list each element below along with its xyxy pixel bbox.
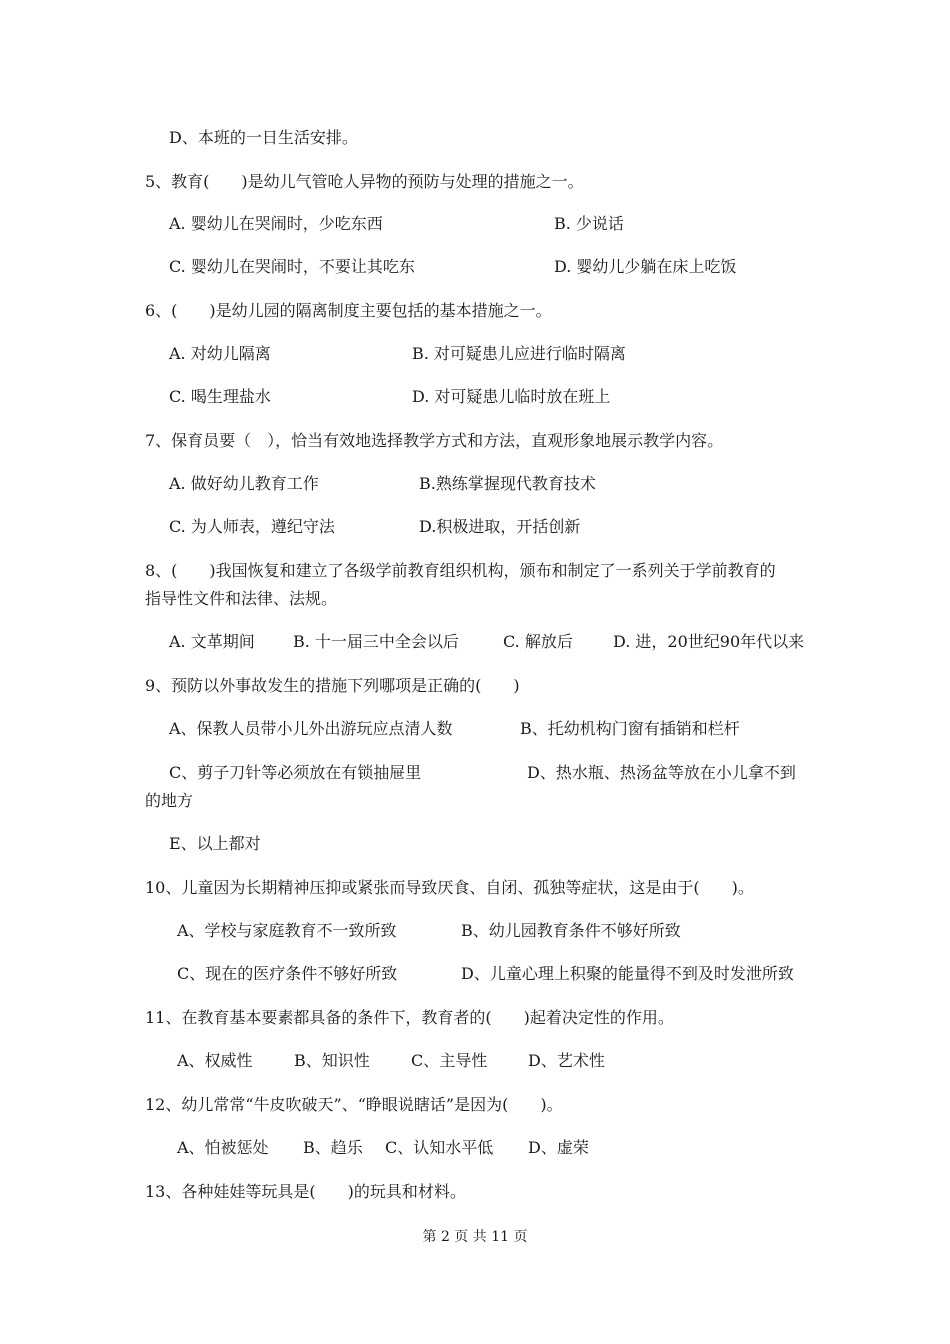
q8-stem-line2: 指导性文件和法律、法规。 [145,589,338,608]
q7-option-d: D.积极进取，开括创新 [419,517,581,536]
q9-stem: 9、预防以外事故发生的措施下列哪项是正确的( ) [145,676,520,695]
q5-option-c: C. 婴幼儿在哭闹时，不要让其吃东 [169,257,415,276]
q9-option-b: B、托幼机构门窗有插销和栏杆 [520,719,740,738]
q9-option-d-line2: 的地方 [145,791,194,810]
q6-option-b: B. 对可疑患儿应进行临时隔离 [412,344,626,363]
q11-option-c: C、主导性 [411,1051,488,1070]
q5-option-a: A. 婴幼儿在哭闹时，少吃东西 [169,214,383,233]
q10-option-b: B、幼儿园教育条件不够好所致 [461,921,681,940]
q8-option-b: B. 十一届三中全会以后 [293,632,459,651]
q10-option-a: A、学校与家庭教育不一致所致 [177,921,397,940]
q13-stem: 13、各种娃娃等玩具是( )的玩具和材料。 [145,1182,466,1201]
q11-option-a: A、权威性 [177,1051,253,1070]
q9-option-c: C、剪子刀针等必须放在有锁抽屉里 [169,763,422,782]
q7-option-b: B.熟练掌握现代教育技术 [419,474,596,493]
q8-option-d: D. 进，20世纪90年代以来 [613,632,805,651]
q12-stem: 12、幼儿常常“牛皮吹破天”、“睁眼说瞎话”是因为( )。 [145,1095,563,1114]
q8-option-c: C. 解放后 [503,632,573,651]
q7-option-a: A. 做好幼儿教育工作 [169,474,319,493]
q8-stem-line1: 8、( )我国恢复和建立了各级学前教育组织机构，颁布和制定了一系列关于学前教育的 [145,561,776,580]
q6-option-a: A. 对幼儿隔离 [169,344,271,363]
q9-option-d-line1: D、热水瓶、热汤盆等放在小儿拿不到 [527,763,796,782]
q12-option-a: A、怕被惩处 [177,1138,269,1157]
q5-option-d: D. 婴幼儿少躺在床上吃饭 [554,257,737,276]
q7-option-c: C. 为人师表，遵纪守法 [169,517,335,536]
page-footer: 第 2 页 共 11 页 [422,1229,528,1245]
q11-option-b: B、知识性 [294,1051,370,1070]
q6-option-c: C. 喝生理盐水 [169,387,271,406]
q11-stem: 11、在教育基本要素都具备的条件下，教育者的( )起着决定性的作用。 [145,1008,674,1027]
q10-option-c: C、现在的医疗条件不够好所致 [177,964,398,983]
q6-stem: 6、( )是幼儿园的隔离制度主要包括的基本措施之一。 [145,301,552,320]
q9-option-a: A、保教人员带小儿外出游玩应点清人数 [169,719,453,738]
q5-option-b: B. 少说话 [554,214,624,233]
q10-option-d: D、儿童心理上积聚的能量得不到及时发泄所致 [461,964,794,983]
q7-stem: 7、保育员要（ ），恰当有效地选择教学方式和方法，直观形象地展示教学内容。 [145,431,724,450]
q12-option-c: C、认知水平低 [385,1138,494,1157]
q12-option-b: B、趋乐 [303,1138,363,1157]
q9-option-e: E、以上都对 [169,834,261,853]
q10-stem: 10、儿童因为长期精神压抑或紧张而导致厌食、自闭、孤独等症状，这是由于( )。 [145,878,754,897]
q12-option-d: D、虚荣 [528,1138,589,1157]
q8-option-a: A. 文革期间 [169,632,255,651]
q4-option-d: D、本班的一日生活安排。 [169,128,358,147]
q11-option-d: D、艺术性 [528,1051,605,1070]
q5-stem: 5、教育( )是幼儿气管呛人异物的预防与处理的措施之一。 [145,172,584,191]
q6-option-d: D. 对可疑患儿临时放在班上 [412,387,611,406]
